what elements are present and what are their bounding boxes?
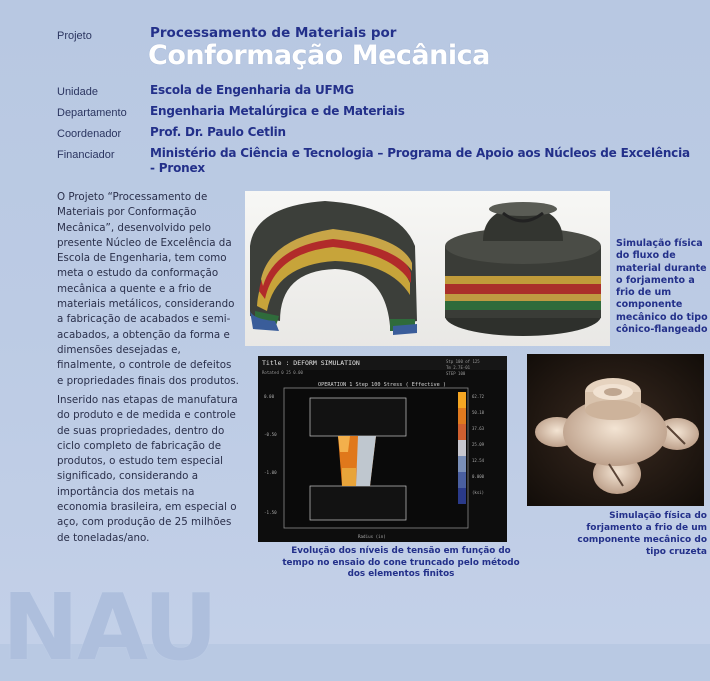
cruzeta-forging-photo — [527, 354, 704, 506]
svg-text:STEP 100: STEP 100 — [446, 371, 466, 376]
svg-text:Tm 2.7E-01: Tm 2.7E-01 — [446, 365, 471, 370]
project-title: Conformação Mecânica — [148, 40, 490, 71]
svg-text:50.18: 50.18 — [472, 410, 485, 415]
svg-text:0.000: 0.000 — [472, 474, 485, 479]
body-paragraph-2: Inserido nas etapas de manufatura do produto e de medida e controle de suas propriedades, dentro do ciclo completo de fabricação de produtos, o estudo tem especial significado, considerando a importância dos metais na economia brasileira, em especial o aço, com produção de 25 milhões de toneladas/ano. — [57, 394, 238, 544]
unidade-value: Escola de Engenharia da UFMG — [150, 83, 354, 97]
financiador-value-line2: - Pronex — [150, 161, 205, 175]
simulation-title: Title : DEFORM SIMULATION — [262, 359, 360, 367]
departamento-label: Departamento — [57, 107, 127, 119]
body-paragraph-1: O Projeto “Processamento de Materiais por Conformação Mecânica”, desenvolvido pelo presente Núcleo de Excelência da Escola de Engenharia, tem como meta o estudo da conformação mecânica a quente e a frio de materiais metálicos, considerando a fabricação de acabados e semi-acabados, a obtenção da forma e dimensões desejadas e, finalmente, o controle de defeitos e propriedades finais dos produtos. — [57, 191, 239, 387]
svg-text:Stp 100 of 125: Stp 100 of 125 — [446, 359, 480, 364]
simulation-plot-label: OPERATION 1 Step 100 Stress ( Effective ) — [318, 382, 447, 388]
financiador-label: Financiador — [57, 149, 115, 161]
financiador-value-line1: Ministério da Ciência e Tecnologia – Programa de Apoio aos Núcleos de Excelência — [150, 146, 690, 160]
svg-text:12.54: 12.54 — [472, 458, 485, 463]
coordenador-value: Prof. Dr. Paulo Cetlin — [150, 125, 286, 139]
project-subtitle: Processamento de Materiais por — [150, 25, 397, 41]
coordenador-label: Coordenador — [57, 128, 122, 140]
nau-logo: NAU — [2, 574, 217, 681]
svg-text:Rotated 0 25 0.00: Rotated 0 25 0.00 — [262, 370, 303, 375]
caption-fig3: Simulação física do forjamento a frio de um componente mecânico do tipo cruzeta — [577, 511, 707, 557]
caption-fig2: Evolução dos níveis de tensão em função do tempo no ensaio do cone truncado pelo método dos elementos finitos — [282, 546, 520, 579]
svg-text:Radius (in): Radius (in) — [358, 534, 386, 539]
svg-text:37.63: 37.63 — [472, 426, 485, 431]
departamento-value: Engenharia Metalúrgica e de Materiais — [150, 104, 405, 118]
svg-text:25.09: 25.09 — [472, 442, 485, 447]
svg-text:(ksi): (ksi) — [472, 490, 485, 495]
svg-text:0.00: 0.00 — [264, 394, 275, 399]
projeto-label: Projeto — [57, 30, 92, 42]
caption-fig1: Simulação física do fluxo de material durante o forjamento a frio de um componente mecânico do tipo cônico-flangeado — [616, 238, 708, 336]
svg-text:-1.00: -1.00 — [264, 470, 277, 475]
unidade-label: Unidade — [57, 86, 98, 98]
svg-text:62.72: 62.72 — [472, 394, 485, 399]
svg-text:-1.50: -1.50 — [264, 510, 277, 515]
deform-simulation-image — [258, 356, 507, 542]
svg-text:-0.50: -0.50 — [264, 432, 277, 437]
forging-flow-photo — [245, 191, 610, 346]
